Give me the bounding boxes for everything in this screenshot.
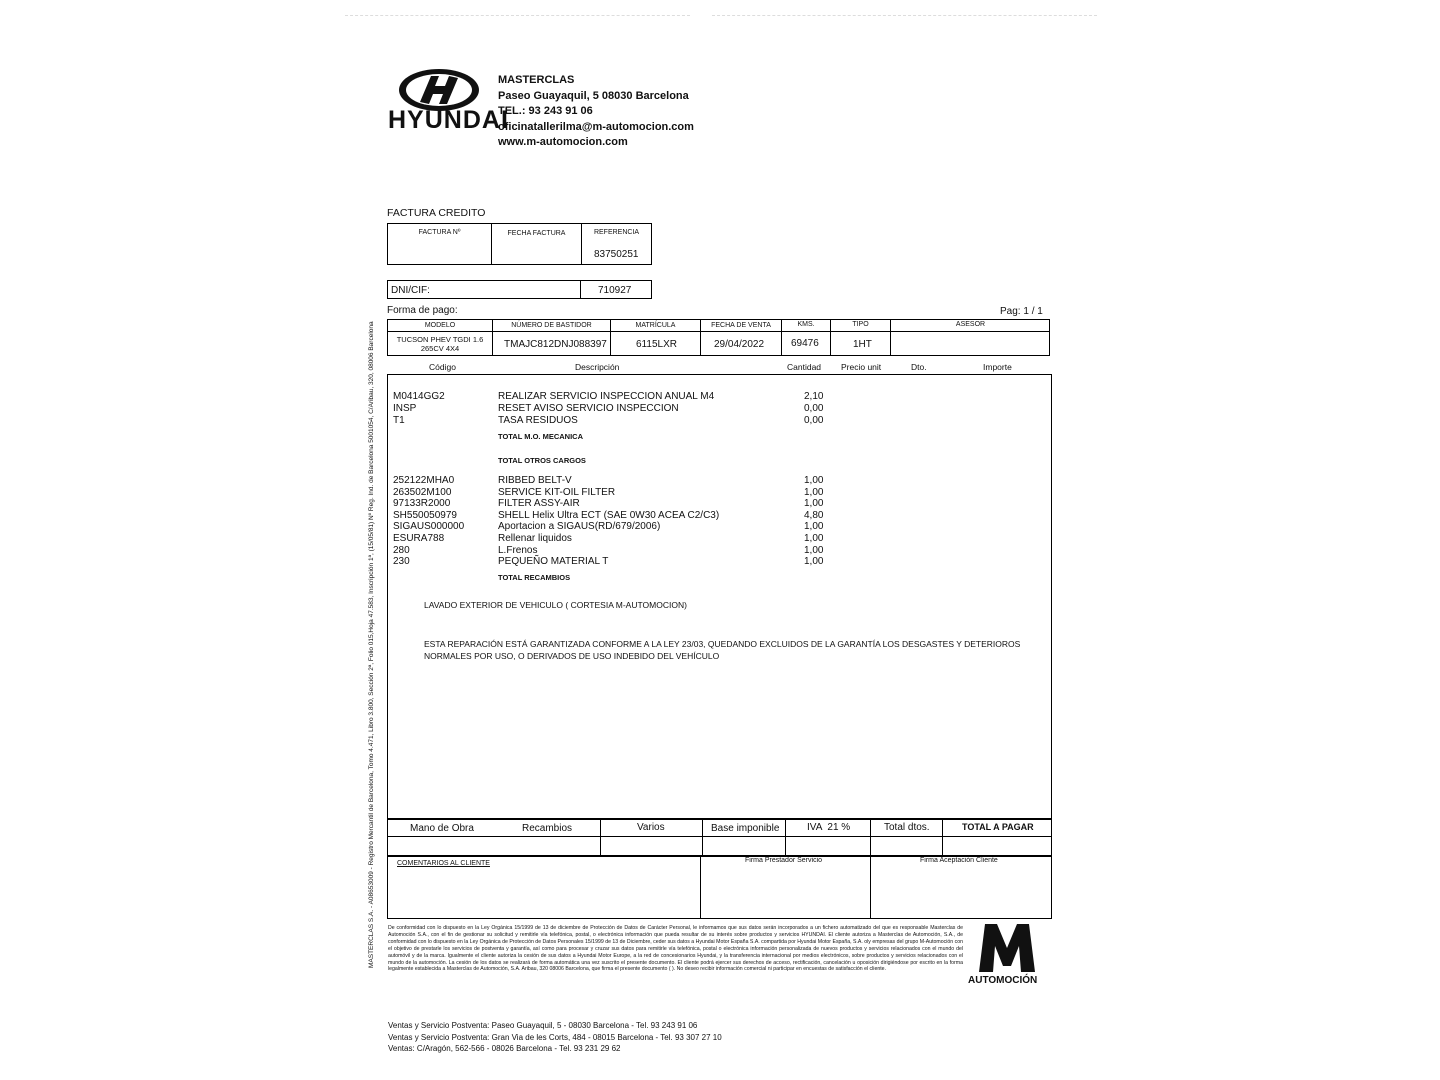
firma-cliente-label: Firma Aceptación Cliente bbox=[920, 857, 998, 864]
dni-value: 710927 bbox=[598, 285, 632, 296]
modelo-value: TUCSON PHEV TGDI 1.6 265CV 4X4 bbox=[396, 335, 484, 353]
line-code: T1 bbox=[393, 415, 405, 426]
dni-label: DNI/CIF: bbox=[391, 285, 430, 296]
note-wash: LAVADO EXTERIOR DE VEHICULO ( CORTESIA M-AUTOMOCION) bbox=[424, 600, 687, 610]
line-code: 97133R2000 bbox=[393, 498, 451, 509]
divider bbox=[387, 331, 1050, 332]
hdr-cantidad: Cantidad bbox=[787, 362, 822, 372]
divider bbox=[387, 836, 1052, 837]
total-recambios-label: TOTAL RECAMBIOS bbox=[498, 573, 571, 582]
tipo-value: 1HT bbox=[853, 339, 872, 350]
col-asesor: ASESOR bbox=[955, 321, 986, 328]
line-qty: 0,00 bbox=[804, 415, 824, 426]
top-dashed-line-left bbox=[345, 15, 690, 16]
col-fecha-venta: FECHA DE VENTA bbox=[711, 322, 771, 329]
line-desc: FILTER ASSY-AIR bbox=[498, 498, 580, 509]
line-code: 263502M100 bbox=[393, 487, 452, 498]
forma-pago-label: Forma de pago: bbox=[387, 305, 458, 316]
m-automocion-logo-icon bbox=[975, 922, 1039, 974]
divider bbox=[870, 819, 871, 857]
line-code: SH550050979 bbox=[393, 510, 457, 521]
top-dashed-line-right bbox=[712, 15, 1097, 16]
col-tipo: TIPO bbox=[852, 321, 869, 328]
line-desc: RESET AVISO SERVICIO INSPECCION bbox=[498, 403, 679, 414]
line-code: ESURA788 bbox=[393, 533, 445, 544]
line-desc: REALIZAR SERVICIO INSPECCION ANUAL M4 bbox=[498, 391, 715, 402]
invoice-type: FACTURA CREDITO bbox=[387, 207, 486, 219]
total-dtos-label: Total dtos. bbox=[884, 822, 930, 833]
line-code: INSP bbox=[393, 403, 417, 414]
divider bbox=[870, 855, 871, 919]
company-web[interactable]: www.m-automocion.com bbox=[498, 136, 628, 148]
line-qty: 1,00 bbox=[804, 498, 824, 509]
legal-notice: De conformidad con lo dispuesto en la Ley Orgánica 15/1999 de 13 de diciembre de Protección de Datos de Carácter Personal, le informamos que sus datos serán incorporados a un fichero automatizado del que es responsable Masterclas de Automoción S.A., con el fin de gestionar su solicitud y remitirle vía telefónica, postal, o electrónica información que pueda resultar de su interés sobre productos y servicios HYUNDAI. El cliente autoriza a Masterclas de Automoción, S.A., de conformidad con lo dispuesto en la Ley Orgánica de Protección de Datos Personales 15/1999 de 13 de Diciembre, ceder sus datos a Hyundai Motor España S.A. compartida por Hyundai Motor España, S.A. oly empresas del grupo M-Automoción con el objetivo de prestarle los servicios de postventa y garantía, así como para procesar y cruzar sus datos para remitirle vía telefónica, postal o electrónica información personalizada de nuevos productos y servicios relacionados con el mundo del automóvil y de la marca. Igualmente el cliente autoriza la cesión de sus datos a Hyundai Motor Europe, a la red de concesionarios Hyundai, y la transferencia internacional por medios electrónicos, sobre productos y servicios relacionados con el mundo de la automoción. La cesión de los datos se realizará de forma automática una vez suscrito el presente documento. El cliente podrá ejercer sus derechos de acceso, rectificación, cancelación u oposición dirigiéndose por escrito en la forma legalmente establecida a Masterclas de Automoción, S.A. Aribau, 320 08006 Barcelona, que firma el presente documento ( ). No deseo recibir información comercial ni participar en encuestas de satisfacción el cliente. bbox=[388, 925, 963, 973]
matricula-value: 6115LXR bbox=[636, 339, 677, 350]
hdr-descripcion: Descripción bbox=[575, 362, 620, 372]
line-desc: TASA RESIDUOS bbox=[498, 415, 578, 426]
note-warranty-line1: ESTA REPARACIÓN ESTÁ GARANTIZADA CONFORME A LA LEY 23/03, QUEDANDO EXCLUIDOS DE LA GARANTÍA LOS DESGASTES Y DETERIOROS bbox=[424, 639, 1021, 649]
hdr-codigo: Código bbox=[429, 362, 456, 372]
factura-no-label: FACTURA Nº bbox=[418, 229, 461, 236]
line-qty: 1,00 bbox=[804, 521, 824, 532]
line-qty: 1,00 bbox=[804, 475, 824, 486]
total-recambios-col-label: Recambios bbox=[522, 823, 573, 834]
referencia-value: 83750251 bbox=[594, 249, 639, 260]
total-varios-label: Varios bbox=[637, 822, 665, 833]
line-qty: 4,80 bbox=[804, 510, 824, 521]
total-mano-obra-label: Mano de Obra bbox=[410, 823, 474, 834]
footer-line: Ventas y Servicio Postventa: Gran Via de les Corts, 484 - 08015 Barcelona - Tel. 93 307 27 10 bbox=[388, 1032, 722, 1042]
total-mo-label: TOTAL M.O. MECANICA bbox=[498, 432, 583, 441]
line-qty: 1,00 bbox=[804, 487, 824, 498]
note-warranty-line2: NORMALES POR USO, O DERIVADOS DE USO INDEBIDO DEL VEHÍCULO bbox=[424, 651, 720, 661]
line-desc: SERVICE KIT-OIL FILTER bbox=[498, 487, 616, 498]
total-a-pagar-label: TOTAL A PAGAR bbox=[962, 822, 1034, 832]
col-modelo: MODELO bbox=[424, 322, 456, 329]
line-code: 252122MHA0 bbox=[393, 475, 455, 486]
line-qty: 1,00 bbox=[804, 556, 824, 567]
m-logo-wordmark: AUTOMOCIÓN bbox=[968, 975, 1038, 986]
fecha-factura-label: FECHA FACTURA bbox=[507, 230, 566, 237]
company-phone: TEL.: 93 243 91 06 bbox=[498, 105, 593, 117]
total-otros-label: TOTAL OTROS CARGOS bbox=[498, 456, 586, 465]
divider bbox=[700, 855, 701, 919]
company-info bbox=[498, 73, 694, 151]
line-desc: Rellenar liquidos bbox=[498, 533, 572, 544]
page-number: Pag: 1 / 1 bbox=[1000, 306, 1043, 317]
footer-line: Ventas: C/Aragón, 562-566 - 08026 Barcelona - Tel. 93 231 29 62 bbox=[388, 1044, 621, 1053]
col-kms: KMS. bbox=[797, 321, 815, 328]
company-email[interactable]: oficinatallerilma@m-automocion.com bbox=[498, 120, 694, 133]
line-desc: RIBBED BELT-V bbox=[498, 475, 572, 486]
line-code: SIGAUS000000 bbox=[393, 521, 465, 532]
bastidor-value: TMAJC812DNJ088397 bbox=[504, 339, 607, 350]
line-qty: 0,00 bbox=[804, 403, 824, 414]
hdr-dto: Dto. bbox=[911, 362, 927, 372]
hdr-importe: Importe bbox=[983, 362, 1012, 372]
divider bbox=[942, 819, 943, 857]
line-code: M0414GG2 bbox=[393, 391, 445, 402]
lines-body-box bbox=[387, 374, 1052, 819]
base-imponible-label: Base imponible bbox=[711, 823, 780, 834]
footer bbox=[388, 1020, 722, 1055]
firma-prestador-label: Firma Prestador Servicio bbox=[745, 857, 823, 864]
comentarios-cliente-label: COMENTARIOS AL CLIENTE bbox=[397, 860, 490, 867]
divider bbox=[600, 819, 601, 857]
divider bbox=[785, 819, 786, 857]
col-matricula: MATRÍCULA bbox=[635, 322, 676, 329]
side-registry-text: MASTERCLAS S.A. - A08653009 - Registro Mercantil de Barcelona, Tomo 4.471, Libro 3.800, Sección 2ª, Folio 015,Hoja 47.583, Inscripción 1ª, (15/05/81) Nº Reg. Ind. de Barcelona 5001054, C/Aribau, 320, 08006 Barcelona bbox=[368, 321, 375, 968]
line-desc: L.Frenos bbox=[498, 545, 538, 556]
fecha-venta-value: 29/04/2022 bbox=[714, 339, 765, 350]
company-address: Paseo Guayaquil, 5 08030 Barcelona bbox=[498, 89, 689, 102]
footer-line: Ventas y Servicio Postventa: Paseo Guayaquil, 5 - 08030 Barcelona - Tel. 93 243 91 06 bbox=[388, 1021, 698, 1030]
line-desc: Aportacion a SIGAUS(RD/679/2006) bbox=[498, 521, 661, 532]
col-bastidor: NÚMERO DE BASTIDOR bbox=[511, 322, 592, 329]
hdr-precio: Precio unit bbox=[841, 362, 882, 372]
line-code: 280 bbox=[393, 545, 410, 556]
iva-label: IVA 21 % bbox=[807, 822, 851, 833]
brand-wordmark: HYUNDAI bbox=[388, 106, 509, 134]
referencia-label: REFERENCIA bbox=[593, 229, 640, 236]
company-name: MASTERCLAS bbox=[498, 74, 575, 86]
line-qty: 1,00 bbox=[804, 533, 824, 544]
kms-value: 69476 bbox=[791, 338, 819, 349]
divider bbox=[580, 280, 581, 299]
line-desc: SHELL Helix Ultra ECT (SAE 0W30 ACEA C2/C3) bbox=[498, 510, 720, 521]
line-qty: 2,10 bbox=[804, 391, 824, 402]
divider bbox=[702, 819, 703, 857]
line-desc: PEQUEÑO MATERIAL T bbox=[498, 556, 609, 567]
line-qty: 1,00 bbox=[804, 545, 824, 556]
line-code: 230 bbox=[393, 556, 410, 567]
